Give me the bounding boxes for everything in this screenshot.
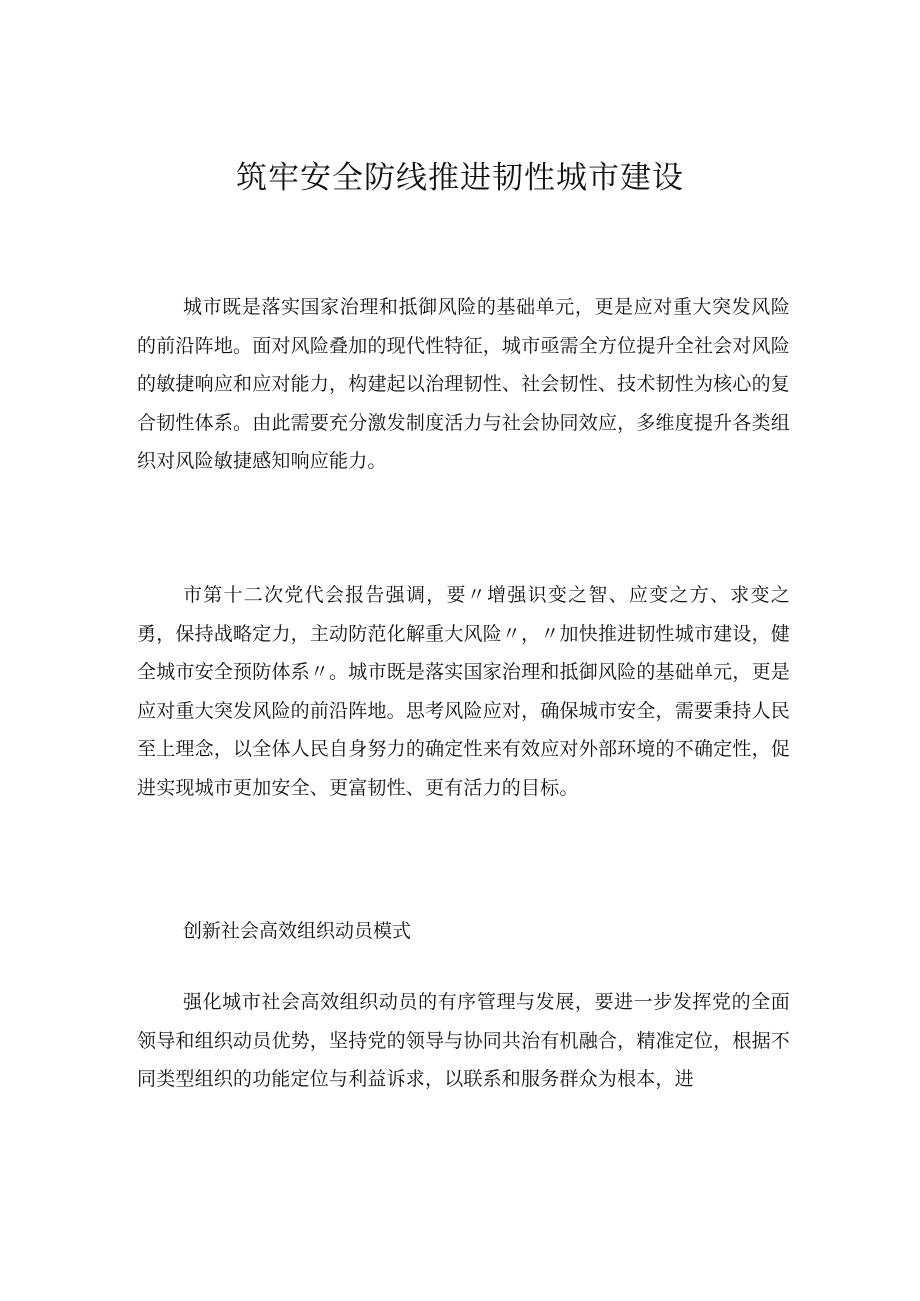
body-paragraph-2: 市第十二次党代会报告强调，要〃增强识变之智、应变之方、求变之勇，保持战略定力，主动防范化解重大风险〃，〃加快推进韧性城市建设，健全城市安全预防体系〃。城市既是落实国家治理和抵御风险的基础单元，更是应对重大突发风险的前沿阵地。思考风险应对，确保城市安全，需要秉持人民至上理念，以全体人民自身努力的确定性来有效应对外部环境的不确定性，促进实现城市更加安全、更富韧性、更有活力的目标。: [137, 584, 790, 799]
document-title: 筑牢安全防线推进韧性城市建设: [236, 160, 684, 196]
section-paragraph: 强化城市社会高效组织动员的有序管理与发展，要进一步发挥党的全面领导和组织动员优势，坚持党的领导与协同共治有机融合，精准定位，根据不同类型组织的功能定位与利益诉求，以联系和服务群众为根本，进: [137, 991, 790, 1090]
body-paragraph-1: 城市既是落实国家治理和抵御风险的基础单元，更是应对重大突发风险的前沿阵地。面对风险叠加的现代性特征，城市亟需全方位提升全社会对风险的敏捷响应和应对能力，构建起以治理韧性、社会韧性、技术韧性为核心的复合韧性体系。由此需要充分激发制度活力与社会协同效应，多维度提升各类组织对风险敏捷感知响应能力。: [137, 296, 790, 472]
section-heading: 创新社会高效组织动员模式: [183, 920, 412, 942]
